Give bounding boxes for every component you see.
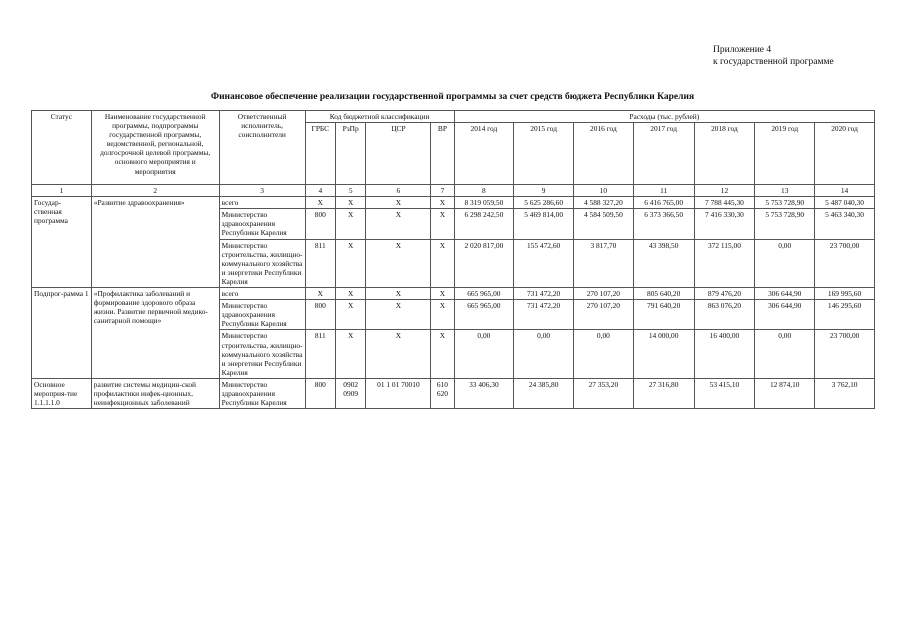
row-executor: всего	[219, 288, 305, 300]
header-year: 2018 год	[694, 123, 755, 185]
row-csr: X	[366, 330, 431, 378]
row-name: «Развитие здравоохранения»	[91, 197, 219, 288]
header-csr: ЦСР	[366, 123, 431, 185]
budget-table	[31, 110, 875, 409]
row-vr: X	[431, 209, 454, 239]
row-executor: Министерство строительства, жилищно-коммунального хозяйства и энергетики Республики Карелия	[219, 330, 305, 378]
row-rzpr: X	[336, 300, 366, 330]
appendix-line-1: Приложение 4	[713, 45, 772, 55]
row-value: 27 353,20	[574, 378, 634, 408]
row-value: 665 965,00	[454, 288, 514, 300]
row-value: 27 316,80	[633, 378, 694, 408]
row-csr: 01 1 01 70010	[366, 378, 431, 408]
header-budget-code: Код бюджетной классификации	[305, 111, 454, 123]
document-title: Финансовое обеспечение реализации государственной программы за счет средств бюджета Республики Карелия	[210, 92, 695, 102]
row-grbs: 811	[305, 330, 335, 378]
row-value: 5 625 286,60	[514, 197, 574, 209]
column-number: 2	[91, 185, 219, 197]
column-number: 14	[815, 185, 875, 197]
column-number-row	[32, 185, 875, 197]
row-value: 6 298 242,50	[454, 209, 514, 239]
row-value: 5 487 040,30	[815, 197, 875, 209]
row-grbs: 800	[305, 300, 335, 330]
row-value: 306 644,90	[755, 300, 815, 330]
header-expenses: Расходы (тыс. рублей)	[454, 111, 875, 123]
row-value: 3 762,10	[815, 378, 875, 408]
column-number: 1	[32, 185, 92, 197]
header-executor: Ответственный исполнитель, соисполнители	[219, 111, 305, 185]
header-year: 2017 год	[633, 123, 694, 185]
row-value: 0,00	[755, 239, 815, 287]
row-rzpr: X	[336, 209, 366, 239]
row-value: 6 373 366,50	[633, 209, 694, 239]
appendix-note	[713, 44, 834, 68]
header-year: 2015 год	[514, 123, 574, 185]
header-year: 2016 год	[574, 123, 634, 185]
header-vr: ВР	[431, 123, 454, 185]
row-value: 0,00	[755, 330, 815, 378]
row-status: Подпрог-рамма 1	[32, 288, 92, 379]
row-executor: Министерство строительства, жилищно-коммунального хозяйства и энергетики Республики Карелия	[219, 239, 305, 287]
row-value: 4 584 509,50	[574, 209, 634, 239]
row-value: 7 788 445,30	[694, 197, 755, 209]
row-vr: X	[431, 197, 454, 209]
header-row-1	[32, 111, 875, 123]
column-number: 4	[305, 185, 335, 197]
table-row	[32, 197, 875, 209]
row-value: 43 398,50	[633, 239, 694, 287]
row-value: 12 874,10	[755, 378, 815, 408]
row-vr: X	[431, 300, 454, 330]
header-status: Статус	[32, 111, 92, 185]
row-value: 879 476,20	[694, 288, 755, 300]
row-value: 53 415,10	[694, 378, 755, 408]
row-value: 5 753 728,90	[755, 197, 815, 209]
row-executor: Министерство здравоохранения Республики Карелия	[219, 300, 305, 330]
row-value: 7 416 330,30	[694, 209, 755, 239]
row-value: 2 020 817,00	[454, 239, 514, 287]
column-number: 7	[431, 185, 454, 197]
column-number: 9	[514, 185, 574, 197]
row-value: 33 406,30	[454, 378, 514, 408]
header-year: 2014 год	[454, 123, 514, 185]
header-year: 2020 год	[815, 123, 875, 185]
row-grbs: X	[305, 197, 335, 209]
row-value: 5 753 728,90	[755, 209, 815, 239]
row-vr: X	[431, 239, 454, 287]
row-executor: всего	[219, 197, 305, 209]
row-csr: X	[366, 288, 431, 300]
row-value: 306 644,90	[755, 288, 815, 300]
row-rzpr: X	[336, 288, 366, 300]
row-executor: Министерство здравоохранения Республики Карелия	[219, 209, 305, 239]
row-rzpr: X	[336, 239, 366, 287]
row-grbs: 800	[305, 209, 335, 239]
row-vr: 610 620	[431, 378, 454, 408]
row-name: развитие системы медицин-ской профилактики инфек-ционных, неинфекционных заболеваний	[91, 378, 219, 408]
row-vr: X	[431, 330, 454, 378]
row-value: 8 319 059,50	[454, 197, 514, 209]
row-csr: X	[366, 209, 431, 239]
row-rzpr: 0902 0909	[336, 378, 366, 408]
column-number: 11	[633, 185, 694, 197]
column-number: 3	[219, 185, 305, 197]
row-csr: X	[366, 197, 431, 209]
table-row	[32, 288, 875, 300]
column-number: 13	[755, 185, 815, 197]
row-value: 791 640,20	[633, 300, 694, 330]
row-name: «Профилактика заболеваний и формирование здорового образа жизни. Развитие первичной медико-санитарной помощи»	[91, 288, 219, 379]
row-status: Основное мероприя-тие 1.1.1.1.0	[32, 378, 92, 408]
row-value: 270 107,20	[574, 288, 634, 300]
row-value: 14 000,00	[633, 330, 694, 378]
row-value: 155 472,60	[514, 239, 574, 287]
row-value: 270 107,20	[574, 300, 634, 330]
row-value: 146 295,60	[815, 300, 875, 330]
row-value: 805 640,20	[633, 288, 694, 300]
row-csr: X	[366, 239, 431, 287]
row-rzpr: X	[336, 330, 366, 378]
column-number: 12	[694, 185, 755, 197]
header-rzpr: РзПр	[336, 123, 366, 185]
row-value: 731 472,20	[514, 288, 574, 300]
row-value: 24 385,80	[514, 378, 574, 408]
row-value: 3 817,70	[574, 239, 634, 287]
header-year: 2019 год	[755, 123, 815, 185]
row-value: 665 965,00	[454, 300, 514, 330]
row-value: 372 115,00	[694, 239, 755, 287]
column-number: 5	[336, 185, 366, 197]
row-value: 863 076,20	[694, 300, 755, 330]
row-value: 731 472,20	[514, 300, 574, 330]
row-value: 23 700,00	[815, 239, 875, 287]
row-executor: Министерство здравоохранения Республики Карелия	[219, 378, 305, 408]
appendix-line-2: к государственной программе	[713, 57, 834, 67]
row-value: 0,00	[514, 330, 574, 378]
row-value: 5 463 340,30	[815, 209, 875, 239]
column-number: 8	[454, 185, 514, 197]
row-rzpr: X	[336, 197, 366, 209]
row-status: Государ-ственная программа	[32, 197, 92, 288]
header-grbs: ГРБС	[305, 123, 335, 185]
row-vr: X	[431, 288, 454, 300]
row-value: 5 469 814,00	[514, 209, 574, 239]
row-value: 0,00	[454, 330, 514, 378]
row-grbs: 811	[305, 239, 335, 287]
row-value: 169 995,60	[815, 288, 875, 300]
row-grbs: 800	[305, 378, 335, 408]
header-name: Наименование государственной программы, подпрограммы государственной программы, ведомственной, региональной, долгосрочной целевой программы, основного мероприятия и мероприятия	[91, 111, 219, 185]
row-value: 16 400,00	[694, 330, 755, 378]
column-number: 6	[366, 185, 431, 197]
row-value: 23 700,00	[815, 330, 875, 378]
row-csr: X	[366, 300, 431, 330]
row-value: 0,00	[574, 330, 634, 378]
row-value: 4 588 327,20	[574, 197, 634, 209]
table-row	[32, 378, 875, 408]
column-number: 10	[574, 185, 634, 197]
row-value: 6 416 765,00	[633, 197, 694, 209]
row-grbs: X	[305, 288, 335, 300]
